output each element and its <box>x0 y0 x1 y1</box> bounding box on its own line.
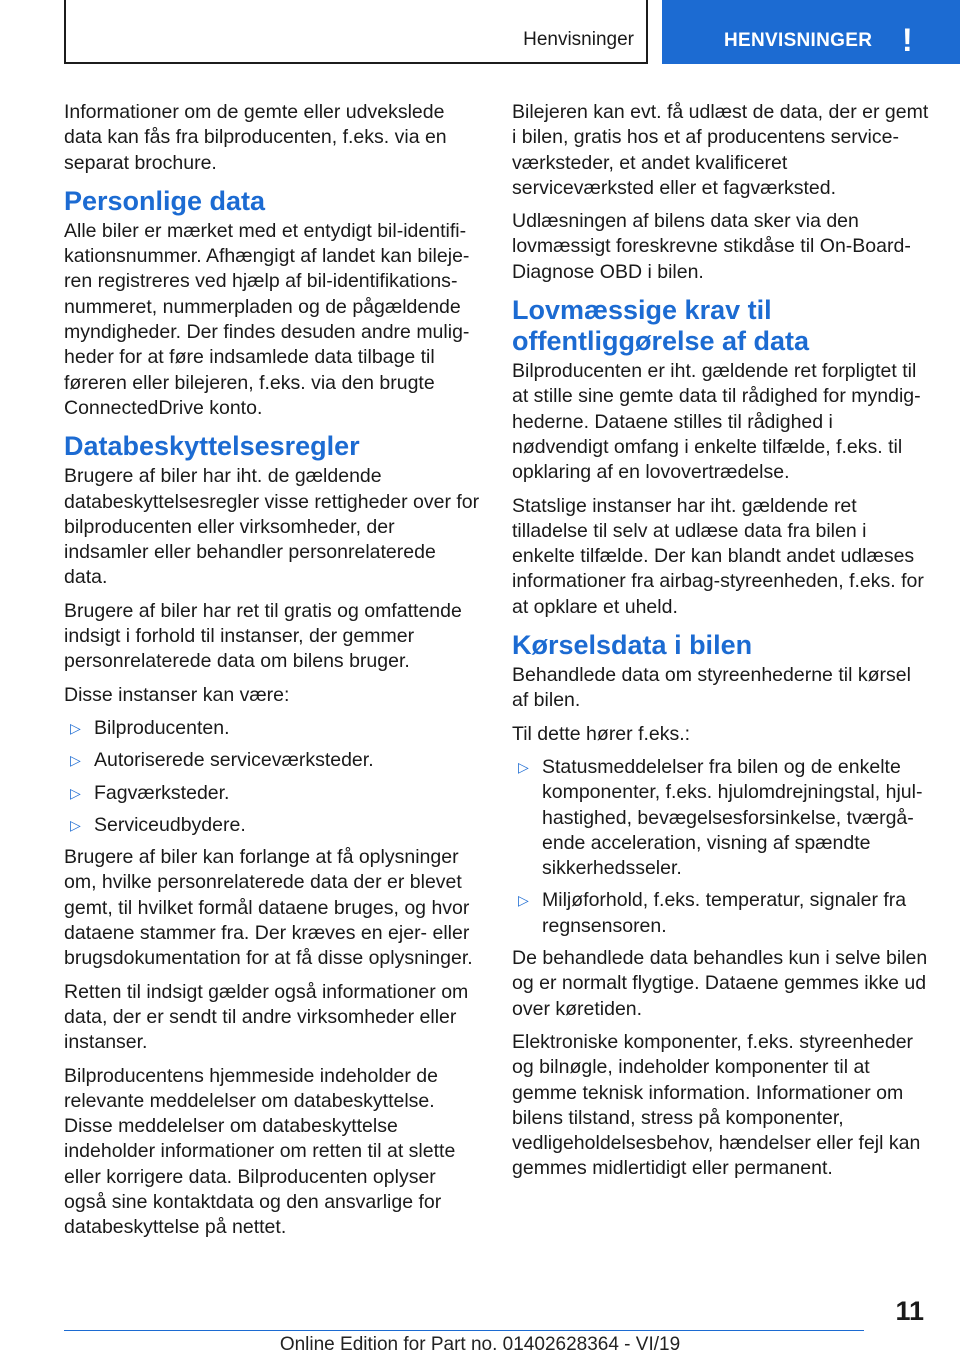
driving-paragraph-4: Elektroniske komponenter, f.eks. styreenheder og bilnøgle, indeholder komponenter til at gemme teknisk information. Informationer om bilens tilstand, stress på komponenter, vedligeholdelsesbehov, hændelser eller fejl kan gemmes midlertidigt eller permanent. <box>512 1030 921 1180</box>
legal-paragraph-1: Bilproducenten er iht. gældende ret forpligtet til at stille sine gemte data til rådighed for myndighederne. Dataene stilles til rådighed i nødvendigt omfang i enkelte tilfælde, f.eks. til opklaring af en lovovertrædelse. <box>512 360 921 484</box>
intro-paragraph: Informationer om de gemte eller udvekslede data kan fås fra bilproducenten, f.eks. via en separat brochure. <box>64 101 447 174</box>
left-column <box>64 100 480 1249</box>
header-left-box <box>64 0 648 64</box>
readout-paragraph-1: Bilejeren kan evt. få udlæst de data, der er gemt i bilen, gratis hos et af producentens serviceværksteder, et andet kvalificeret serviceværksted eller et fagværksted. <box>512 101 929 199</box>
exclamation-icon: ! <box>902 22 913 58</box>
protection-paragraph-2: Brugere af biler har ret til gratis og omfattende indsigt i forhold til instanser, der gemmer personrelaterede data om bilens bruger. <box>64 599 462 673</box>
list-item: ▷ Fagværksteder. <box>70 781 230 804</box>
triangle-bullet-icon: ▷ <box>518 758 529 775</box>
triangle-bullet-icon: ▷ <box>70 784 81 801</box>
triangle-bullet-icon: ▷ <box>518 892 529 909</box>
triangle-bullet-icon: ▷ <box>70 719 81 736</box>
heading-data-protection: Databeskyttelsesregler <box>64 431 360 462</box>
protection-paragraph-5: Retten til indsigt gælder også informationer om data, der er sendt til andre virksomheder eller instanser. <box>64 980 469 1054</box>
header-section-title: HENVISNINGER <box>724 30 873 51</box>
header-chapter-label: Henvisninger <box>523 29 634 50</box>
triangle-bullet-icon: ▷ <box>70 752 81 769</box>
triangle-bullet-icon: ▷ <box>70 816 81 833</box>
instances-list <box>64 716 480 838</box>
list-item: ▷ Serviceudbydere. <box>70 813 246 836</box>
page-number: 11 <box>895 1296 924 1326</box>
footer-edition-text: Online Edition for Part no. 01402628364 - VI/19 <box>279 1334 681 1355</box>
protection-paragraph-6: Bilproducentens hjemmeside indeholder de relevante meddelelser om databeskyttelse. Disse meddelelser om databeskyttelse indeholder informationer om retten til at slette eller korrigere data. Bilproducenten oplyser også sine kontaktdata og den ansvarlige for databeskyttelse på nettet. <box>64 1064 456 1239</box>
driving-paragraph-3: De behandlede data behandles kun i selve bilen og er normalt flygtige. Dataene gemmes ikke ud over køretiden. <box>512 947 928 1020</box>
driving-data-list <box>512 755 930 939</box>
readout-paragraph-2: Udlæsningen af bilens data sker via den lovmæssigt foreskrevne stikdåse til On-Board-Diagnose OBD i bilen. <box>512 210 911 283</box>
protection-paragraph-3: Disse instanser kan være: <box>64 683 290 706</box>
footer-divider <box>64 1330 864 1331</box>
protection-paragraph-1: Brugere af biler har iht. de gældende databeskyttelsesregler visse rettigheder over for bilproducenten eller virksomheder, der indsamler eller behandler personrelaterede data. <box>64 465 480 589</box>
header-right-tab <box>662 0 960 64</box>
protection-paragraph-4: Brugere af biler kan forlange at få oplysninger om, hvilke personrelaterede data der er blevet gemt, til hvilket formål dataene bruges, og hvor dataene stammer fra. Der kræves en ejer- eller brugsdokumentation for at få disse oplysninger. <box>64 846 473 970</box>
personal-data-paragraph: Alle biler er mærket med et entydigt bil-identifikationsnummer. Afhængigt af landet kan bilejeren registreres ved hjælp af bil-identifikationsnummeret, nummerpladen og de pågældende myndigheder. Der findes desuden andre muligheder for at føre indsamlede data tilbage til føreren eller bilejeren, f.eks. via den brugte ConnectedDrive konto. <box>64 219 470 419</box>
list-item: ▷ Statusmeddelelser fra bilen og de enkelte komponenter, f.eks. hjulomdrejningstal, hjulhastighed, bevægelsesforsinkelse, tværgående acceleration, visning af spændte sikkerhedsseler. <box>518 755 923 880</box>
heading-personal-data: Personlige data <box>64 185 266 216</box>
right-column <box>512 100 930 1190</box>
heading-legal-requirements: Lovmæssige krav til offentliggørelse af data <box>512 295 810 357</box>
list-item: ▷ Bilproducenten. <box>70 716 230 739</box>
legal-paragraph-2: Statslige instanser har iht. gældende ret tilladelse til selv at udlæse data fra bilen i enkelte tilfælde. Der kan blandt andet udlæses informationer fra airbag-styreenheden, f.eks. for at opklare et uheld. <box>512 494 924 618</box>
driving-paragraph-2: Til dette hører f.eks.: <box>512 722 691 745</box>
heading-driving-data: Kørselsdata i bilen <box>512 630 753 661</box>
driving-paragraph-1: Behandlede data om styreenhederne til kørsel af bilen. <box>512 664 911 712</box>
list-item: ▷ Miljøforhold, f.eks. temperatur, signaler fra regnsensoren. <box>518 889 907 937</box>
list-item: ▷ Autoriserede serviceværksteder. <box>70 749 374 772</box>
